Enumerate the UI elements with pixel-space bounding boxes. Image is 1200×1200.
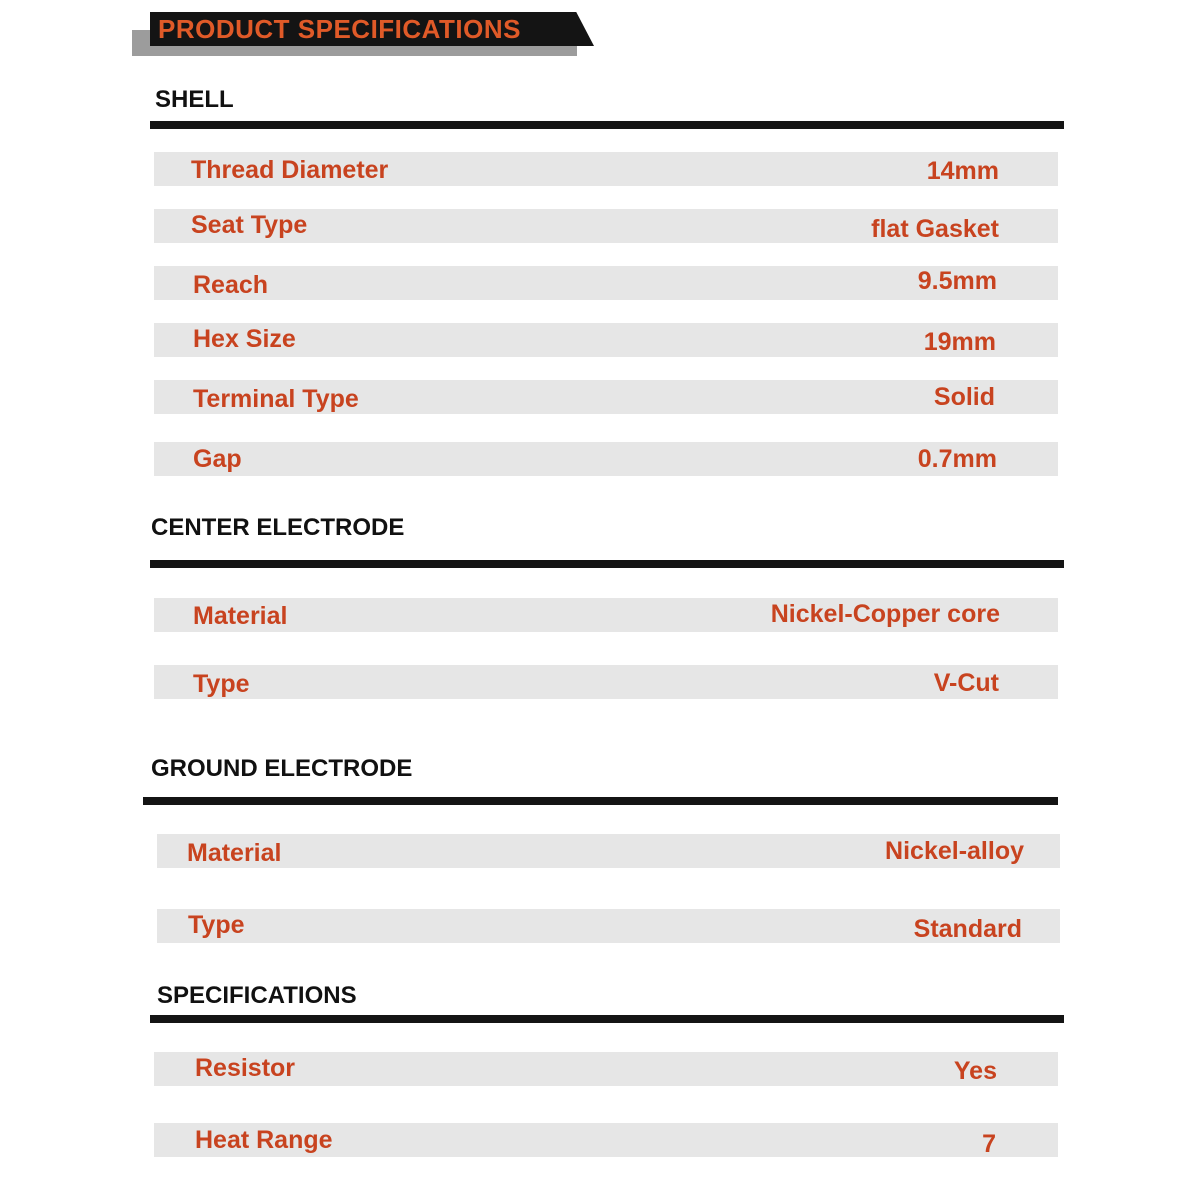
spec-row-center-type: [154, 665, 1058, 699]
section-rule-center-electrode: [150, 560, 1064, 568]
spec-label-center-material: Material: [193, 602, 288, 630]
spec-label-resistor: Resistor: [195, 1054, 296, 1082]
section-title-center-electrode: CENTER ELECTRODE: [151, 514, 405, 541]
spec-value-center-type: V-Cut: [933, 669, 999, 697]
spec-label-center-type: Type: [193, 670, 250, 698]
section-title-ground-electrode: GROUND ELECTRODE: [151, 755, 413, 782]
spec-value-hex-size: 19mm: [923, 328, 996, 356]
spec-label-seat-type: Seat Type: [191, 211, 308, 239]
spec-label-ground-material: Material: [187, 839, 282, 867]
spec-label-reach: Reach: [193, 271, 269, 299]
spec-value-reach: 9.5mm: [917, 267, 997, 295]
spec-value-center-material: Nickel-Copper core: [770, 600, 1000, 628]
spec-value-ground-type: Standard: [913, 915, 1022, 943]
spec-label-heat-range: Heat Range: [195, 1126, 333, 1154]
page-title: PRODUCT SPECIFICATIONS: [158, 14, 521, 44]
spec-value-gap: 0.7mm: [917, 445, 997, 473]
spec-label-terminal-type: Terminal Type: [193, 385, 359, 413]
spec-label-gap: Gap: [193, 445, 242, 473]
spec-value-resistor: Yes: [953, 1057, 997, 1085]
spec-value-heat-range: 7: [982, 1130, 996, 1158]
section-rule-shell: [150, 121, 1064, 129]
spec-label-thread-diameter: Thread Diameter: [191, 156, 389, 184]
section-rule-ground-electrode: [143, 797, 1058, 805]
spec-value-terminal-type: Solid: [933, 383, 995, 411]
spec-value-ground-material: Nickel-alloy: [885, 837, 1024, 865]
spec-label-hex-size: Hex Size: [193, 325, 296, 353]
spec-label-ground-type: Type: [188, 911, 245, 939]
section-rule-specifications: [150, 1015, 1064, 1023]
section-title-shell: SHELL: [155, 86, 234, 113]
spec-value-thread-diameter: 14mm: [926, 157, 999, 185]
spec-value-seat-type: flat Gasket: [871, 215, 999, 243]
section-title-specifications: SPECIFICATIONS: [157, 982, 357, 1009]
